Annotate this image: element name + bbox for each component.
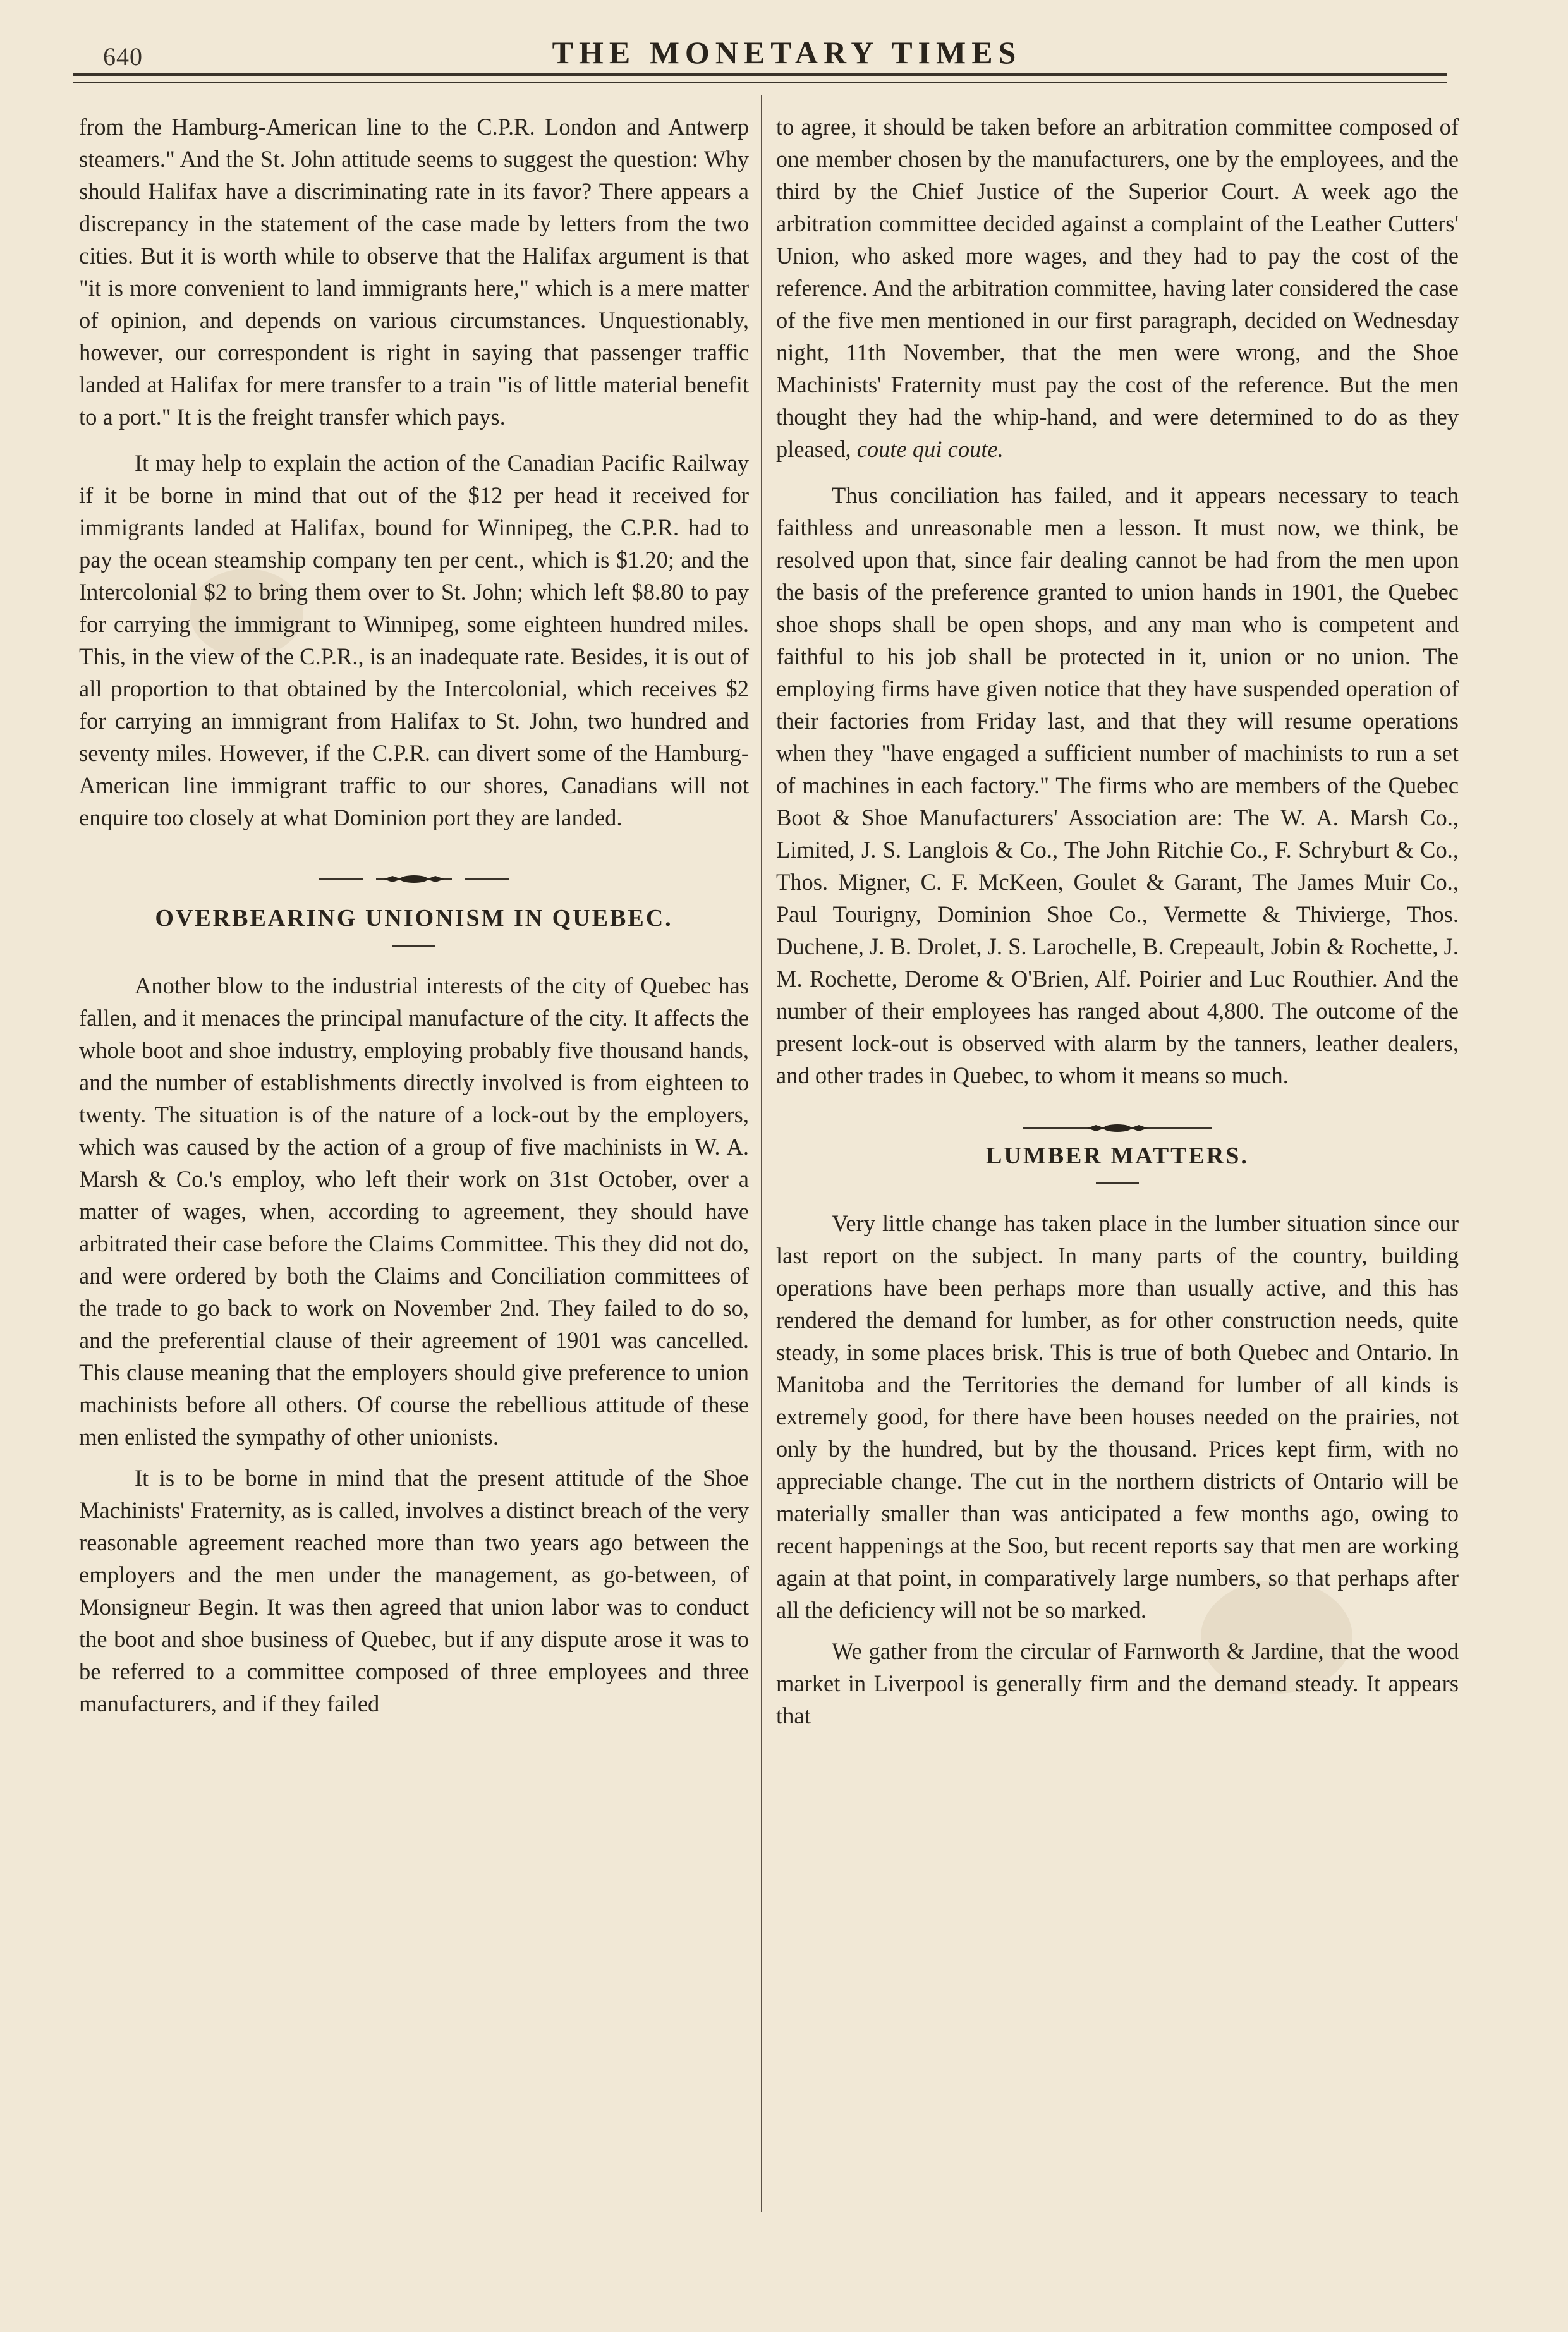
section-heading: LUMBER MATTERS.	[986, 1143, 1249, 1169]
article-paragraph: It may help to explain the action of the Canadian Pacific Railway if it be borne in mind that out of the $12 per head it received for immigrants landed at Halifax, bound for Winnipeg, the C.P.R. had to pay the ocean steamship company ten per cent., which is $1.20; and the Intercolonial $2 to bring them over to St. John; which left $8.80 to pay for carrying the immigrant to Winnipeg, some eighteen hundred miles. This, in the view of the C.P.R., is an inadequate rate. Besides, it is out of all proportion to that obtained by the Intercolonial, which receives $2 for carrying an immigrant from Halifax to St. John, two hundred and seventy miles. However, if the C.P.R. can divert some of the Hamburg-American line immigrant traffic to our shores, Canadians will not enquire too closely at what Dominion port they are landed.	[79, 450, 749, 830]
article-paragraph: Very little change has taken place in the lumber situation since our last report on the subject. In many parts of the country, building operations have been perhaps more than usually active, and this has rendered the demand for lumber, as for other construction needs, quite steady, in some places brisk. This is true of both Quebec and Ontario. In Manitoba and the Territories the demand for lumber of all kinds is extremely good, for there have been houses needed on the prairies, not only by the hundred, but by the thousand. Prices kept firm, with no appreciable change. The cut in the northern districts of Ontario will be materially smaller than was anticipated a few months ago, owing to recent happenings at the Soo, but recent reports say that men are working again at that point, in comparatively large numbers, so that perhaps after all the deficiency will not be so marked.	[776, 1210, 1459, 1623]
italic-phrase: coute qui coute.	[856, 436, 1004, 462]
article-paragraph: from the Hamburg-American line to the C.P.R. London and Antwerp steamers." And the St. John attitude seems to suggest the question: Why should Halifax have a discriminating rate in its favor? There appears a discrepancy in the statement of the case made by letters from the two cities. But it is worth while to observe that the Halifax argument is that "it is more convenient to land immigrants here," which is a mere matter of opinion, and depends on various circumstances. Unquestionably, however, our correspondent is right in saying that passenger traffic landed at Halifax for mere transfer to a train "is of little material benefit to a port." It is the freight transfer which pays.	[79, 114, 749, 430]
section-heading: OVERBEARING UNIONISM IN QUEBEC.	[155, 905, 673, 932]
right-column	[776, 111, 1459, 1732]
header-rule-thick	[73, 73, 1447, 76]
article-paragraph	[776, 111, 1459, 465]
article-paragraph: We gather from the circular of Farnworth & Jardine, that the wood market in Liverpool is generally firm and the demand steady. It appears that	[776, 1638, 1459, 1728]
page-header	[73, 33, 1501, 77]
heading-rule	[1096, 1182, 1139, 1184]
article-paragraph: Thus conciliation has failed, and it appears necessary to teach faithless and unreasonable men a lesson. It must now, we think, be resolved upon that, since fair dealing cannot be had from the men upon the basis of the preference granted to union hands in 1901, the Quebec shoe shops shall be open shops, and any man who is competent and faithful to his job shall be protected in it, union or no union. The employing firms have given notice that they have suspended operation of their factories from Friday last, and that they will resume operations when they "have engaged a sufficient number of machinists to run a set of machines in each factory." The firms who are members of the Quebec Boot & Shoe Manufacturers' Association are: The W. A. Marsh Co., Limited, J. S. Langlois & Co., The John Ritchie Co., F. Schryburt & Co., Thos. Migner, C. F. McKeen, Goulet & Garant, The James Muir Co., Paul Tourigny, Dominion Shoe Co., Vermette & Thivierge, Thos. Duchene, J. B. Drolet, J. S. Larochelle, B. Crepeault, Jobin & Rochette, J. M. Rochette, Derome & O'Brien, Alf. Poirier and Luc Routhier. And the number of their employees has ranged about 4,800. The outcome of the present lock-out is observed with alarm by the tanners, leather dealers, and other trades in Quebec, to whom it means so much.	[776, 482, 1459, 1088]
header-rule-thin	[73, 82, 1447, 83]
article-paragraph: Another blow to the industrial interests of the city of Quebec has fallen, and it menaces the principal manufacture of the city. It affects the whole boot and shoe industry, employing probably five thousand hands, and the number of establishments directly involved is from eighteen to twenty. The situation is of the nature of a lock-out by the employers, which was caused by the action of a group of five machinists in W. A. Marsh & Co.'s employ, who left their work on 31st October, over a matter of wages, when, according to agreement, they should have arbitrated their case before the Claims Committee. This they did not do, and were ordered by both the Claims and Conciliation committees of the trade to go back to work on November 2nd. They failed to do so, and the preferential clause of their agreement of 1901 was cancelled. This clause meaning that the employers should give preference to union machinists before all others. Of course the rebellious attitude of these men enlisted the sympathy of other unionists.	[79, 973, 749, 1450]
section-ornament	[776, 1110, 1459, 1123]
article-paragraph: It is to be borne in mind that the present attitude of the Shoe Machinists' Fraternity, as is called, involves a distinct breach of the very reasonable agreement reached more than two years ago between the employers and the men under the management, as go-between, of Monsigneur Begin. It was then agreed that union labor was to conduct the boot and shoe business of Quebec, but if any dispute arose it was to be referred to a committee composed of three employees and three manufacturers, and if they failed	[79, 1465, 749, 1716]
heading-rule	[392, 945, 435, 947]
page-number: 640	[103, 42, 143, 71]
section-ornament	[79, 861, 749, 874]
left-column	[79, 111, 749, 1720]
masthead-title: THE MONETARY TIMES	[552, 35, 1022, 70]
column-divider	[761, 95, 762, 2212]
ornament-divider-icon	[313, 873, 515, 885]
ornament-divider-icon	[1016, 1122, 1219, 1134]
paragraph-text: to agree, it should be taken before an arbitration committee composed of one member chosen by the manufacturers, one by the employees, and the third by the Chief Justice of the Superior Court. A week ago the arbitration committee decided against a complaint of the Leather Cutters' Union, who asked more wages, and they had to pay the cost of the reference. And the arbitration committee, having later considered the case of the five men mentioned in our first paragraph, decided on Wednesday night, 11th November, that the men were wrong, and the Shoe Machinists' Fraternity must pay the cost of the reference. But the men thought they had the whip-hand, and were determined to do as they pleased,	[776, 114, 1459, 462]
